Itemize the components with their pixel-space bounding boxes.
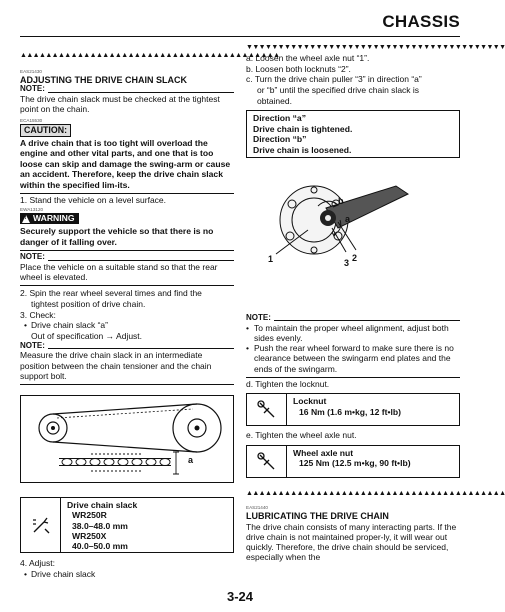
divider xyxy=(20,285,234,286)
direction-a-label: Direction “a” xyxy=(253,113,307,124)
torque-wrench-icon xyxy=(247,394,287,425)
substep-d: d. Tighten the locknut. xyxy=(246,378,330,389)
step-2: 2. Spin the rear wheel several times and find the xyxy=(20,288,202,299)
substep-c-cont: or “b” until the specified drive chain slack is xyxy=(257,84,420,95)
direction-b-marker: b xyxy=(338,196,344,207)
torque-wrench-icon xyxy=(247,446,287,477)
chain-puller-figure xyxy=(246,174,460,294)
note-label: NOTE: xyxy=(20,342,234,351)
spec-box xyxy=(20,497,234,553)
direction-b-text: Drive chain is loosened. xyxy=(253,144,352,155)
callout-3: 3 xyxy=(344,258,350,269)
axle-nut-value: 125 Nm (12.5 m•kg, 90 ft•lb) xyxy=(299,458,411,469)
caution-code: ECA15530 xyxy=(20,117,43,123)
step-2-cont: tightest position of drive chain. xyxy=(31,299,146,310)
ornament-row-top: ▲▲▲▲▲▲▲▲▲▲▲▲▲▲▲▲▲▲▲▲▲▲▲▲▲▲▲▲▲▲▲▲▲▲▲▲▲▲▲▲▲ xyxy=(20,52,280,59)
direction-a-text: Drive chain is tightened. xyxy=(253,123,353,134)
warning-code: EWA13120 xyxy=(20,206,44,212)
slack-label: a xyxy=(188,454,194,465)
axle-nut-spec-box xyxy=(246,445,460,478)
callout-1: 1 xyxy=(268,254,274,265)
warning-icon xyxy=(22,215,30,223)
locknut-spec-box xyxy=(246,393,460,426)
section-title: LUBRICATING THE DRIVE CHAIN xyxy=(246,510,389,521)
step-4-bullet: • Drive chain slack xyxy=(20,569,234,580)
direction-a-marker: a xyxy=(345,214,351,225)
note-text: Place the vehicle on a suitable stand so that the rear wheel is elevated. xyxy=(20,262,218,283)
right-column xyxy=(246,44,505,563)
ornament-row-top-right: ▼▼▼▼▼▼▼▼▼▼▼▼▼▼▼▼▼▼▼▼▼▼▼▼▼▼▼▼▼▼▼▼▼▼▼▼▼▼▼▼▼ xyxy=(246,44,505,51)
note-bullet-2: • Push the rear wheel forward to make sure there is no clearance between the swingarm end plates and the ends of the swingarm. xyxy=(246,343,460,374)
substep-e: e. Tighten the wheel axle nut. xyxy=(246,430,357,441)
note-text: Measure the drive chain slack in an intermediate position between the chain tensioner and the chain support bolt. xyxy=(20,350,212,381)
direction-b-label: Direction “b” xyxy=(253,134,307,145)
wheel-hub-diagram xyxy=(246,174,460,294)
section-title: ADJUSTING THE DRIVE CHAIN SLACK xyxy=(20,74,188,85)
substep-a: a. Loosen the wheel axle nut “1”. xyxy=(246,53,370,63)
divider xyxy=(246,377,460,378)
ornament-row-bottom: ▲▲▲▲▲▲▲▲▲▲▲▲▲▲▲▲▲▲▲▲▲▲▲▲▲▲▲▲▲▲▲▲▲▲▲▲▲▲▲▲▲ xyxy=(246,490,505,498)
substep-c-cont-2: obtained. xyxy=(257,95,292,106)
substep-b: b. Loosen both locknuts “2”. xyxy=(246,63,351,74)
note-text: The drive chain slack must be checked at the tightest point on the chain. xyxy=(20,94,220,115)
warning-text: Securely support the vehicle so that there is no danger of it falling over. xyxy=(20,226,214,247)
page-number: 3-24 xyxy=(226,589,254,604)
page-header xyxy=(0,0,480,40)
spec-value-2: 40.0–50.0 mm xyxy=(72,541,128,552)
chain-slack-figure xyxy=(20,395,234,483)
step-4: 4. Adjust: xyxy=(20,557,55,568)
caution-text: A drive chain that is too tight will overload the engine and other vital parts, and one that is too loose can skip and damage the swing-arm or cause an accident. Therefore, keep the drive chain slack within the specified lim-its. xyxy=(20,137,231,190)
header-rule xyxy=(20,36,460,37)
spec-model-1: WR250R xyxy=(72,510,107,521)
lubrication-text: The drive chain consists of many interacting parts. If the drive chain is not maintained proper-ly, it will wear out quickly. Therefore, the drive chain should be serviced, especially when the xyxy=(246,521,457,563)
warning-label: ! WARNING xyxy=(20,213,79,224)
step-3: 3. Check: xyxy=(20,309,56,320)
section-code: EAS21430 xyxy=(20,69,42,74)
spec-model-2: WR250X xyxy=(72,530,107,541)
note-label: NOTE: xyxy=(246,314,460,323)
callout-2: 2 xyxy=(352,253,358,264)
note-label: NOTE: xyxy=(20,253,234,262)
chapter-title: CHASSIS xyxy=(382,12,460,31)
locknut-title: Locknut xyxy=(293,396,327,407)
locknut-value: 16 Nm (1.6 m•kg, 12 ft•lb) xyxy=(299,406,402,417)
step-3-bullet: • Drive chain slack “a” xyxy=(20,320,234,331)
direction-box xyxy=(246,110,460,158)
divider xyxy=(20,250,234,251)
wrench-icon xyxy=(21,498,61,552)
spec-value-1: 38.0–48.0 mm xyxy=(72,520,128,531)
step-3-result: Out of specification → Adjust. xyxy=(31,330,143,341)
axle-nut-title: Wheel axle nut xyxy=(293,448,354,459)
caution-label: CAUTION: xyxy=(20,124,71,137)
step-1: 1. Stand the vehicle on a level surface. xyxy=(20,195,167,206)
spec-title: Drive chain slack xyxy=(67,499,138,510)
chain-diagram xyxy=(21,396,233,482)
note-bullet-1: • To maintain the proper wheel alignment, adjust both sides evenly. xyxy=(246,323,460,343)
substep-c: c. Turn the drive chain puller “3” in direction “a” xyxy=(246,74,422,85)
note-label: NOTE: xyxy=(20,85,234,94)
divider xyxy=(20,384,234,385)
section-code: EAS21440 xyxy=(246,505,268,511)
divider xyxy=(20,193,234,194)
